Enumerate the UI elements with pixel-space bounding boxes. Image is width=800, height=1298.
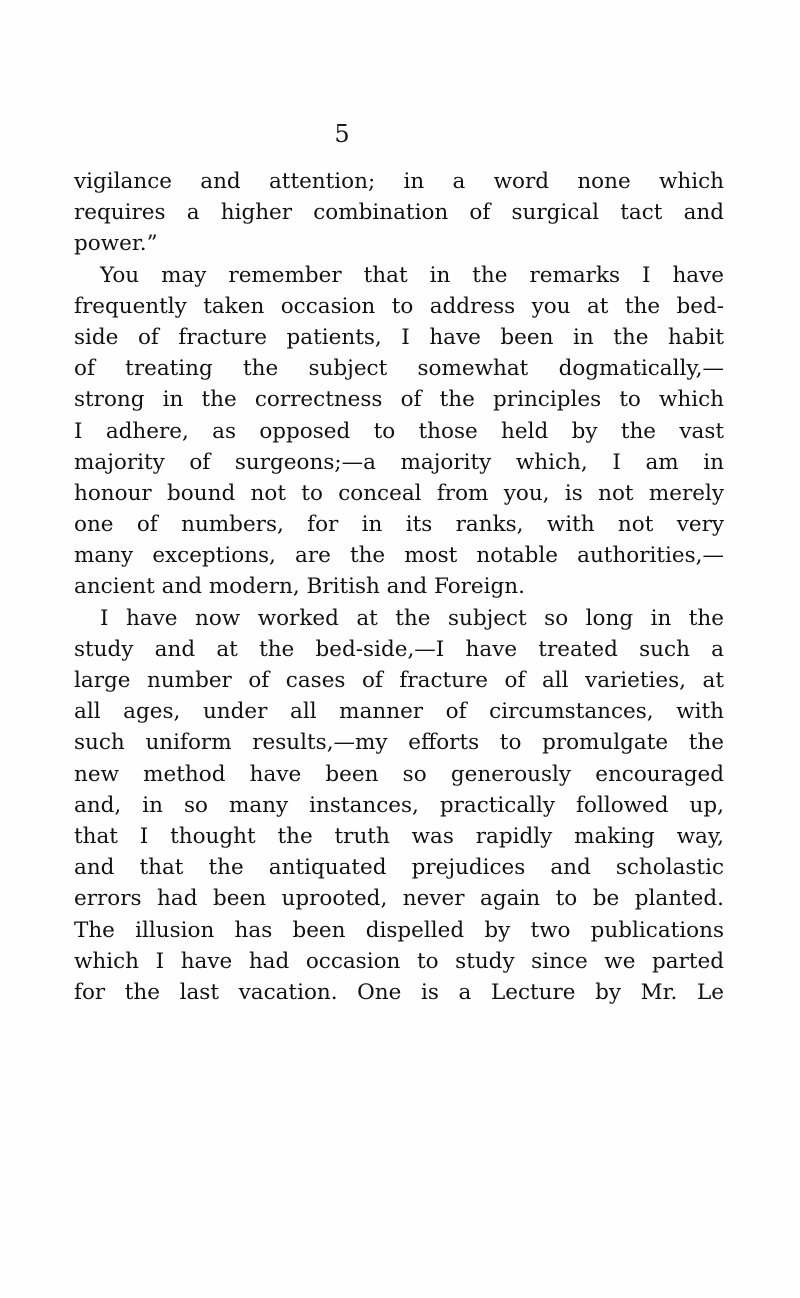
text-line: I have now worked at the subject so long in the: [100, 605, 724, 631]
text-line: power.”: [74, 231, 158, 257]
text-line: requires a higher combination of surgical tact and: [74, 200, 724, 226]
text-line: side of fracture patients, I have been in the habit: [74, 324, 724, 350]
text-line: many exceptions, are the most notable authorities,—: [74, 543, 724, 569]
text-line: You may remember that in the remarks I have: [100, 262, 724, 288]
text-line: majority of surgeons;—a majority which, I am in: [74, 449, 724, 475]
text-line: I adhere, as opposed to those held by the vast: [74, 418, 724, 444]
body-text: [74, 166, 724, 1008]
text-line: large number of cases of fracture of all varieties, at: [74, 668, 724, 693]
text-line: vigilance and attention; in a word none which: [74, 169, 724, 194]
text-line: one of numbers, for in its ranks, with not very: [74, 512, 724, 538]
text-line: ancient and modern, British and Foreign.: [74, 574, 525, 600]
text-line: which I have had occasion to study since we parted: [74, 948, 724, 974]
text-line: errors had been uprooted, never again to be planted.: [74, 886, 724, 912]
text-line: strong in the correctness of the principles to which: [74, 387, 724, 413]
text-line: all ages, under all manner of circumstances, with: [74, 699, 724, 725]
text-line: and, in so many instances, practically followed up,: [74, 792, 724, 818]
text-line: study and at the bed-side,—I have treated such a: [74, 636, 724, 662]
text-line: and that the antiquated prejudices and scholastic: [74, 855, 724, 881]
text-line: new method have been so generously encouraged: [74, 761, 724, 787]
text-line: such uniform results,—my efforts to promulgate the: [74, 730, 724, 756]
text-line: frequently taken occasion to address you at the bed-: [74, 293, 724, 319]
text-line: honour bound not to conceal from you, is not merely: [74, 480, 724, 506]
text-line: that I thought the truth was rapidly making way,: [74, 823, 724, 849]
text-line: of treating the subject somewhat dogmatically,—: [74, 356, 724, 382]
text-line: The illusion has been dispelled by two publications: [74, 917, 724, 943]
page-number: 5: [334, 120, 350, 148]
text-line: for the last vacation. One is a Lecture by Mr. Le: [74, 979, 724, 1005]
